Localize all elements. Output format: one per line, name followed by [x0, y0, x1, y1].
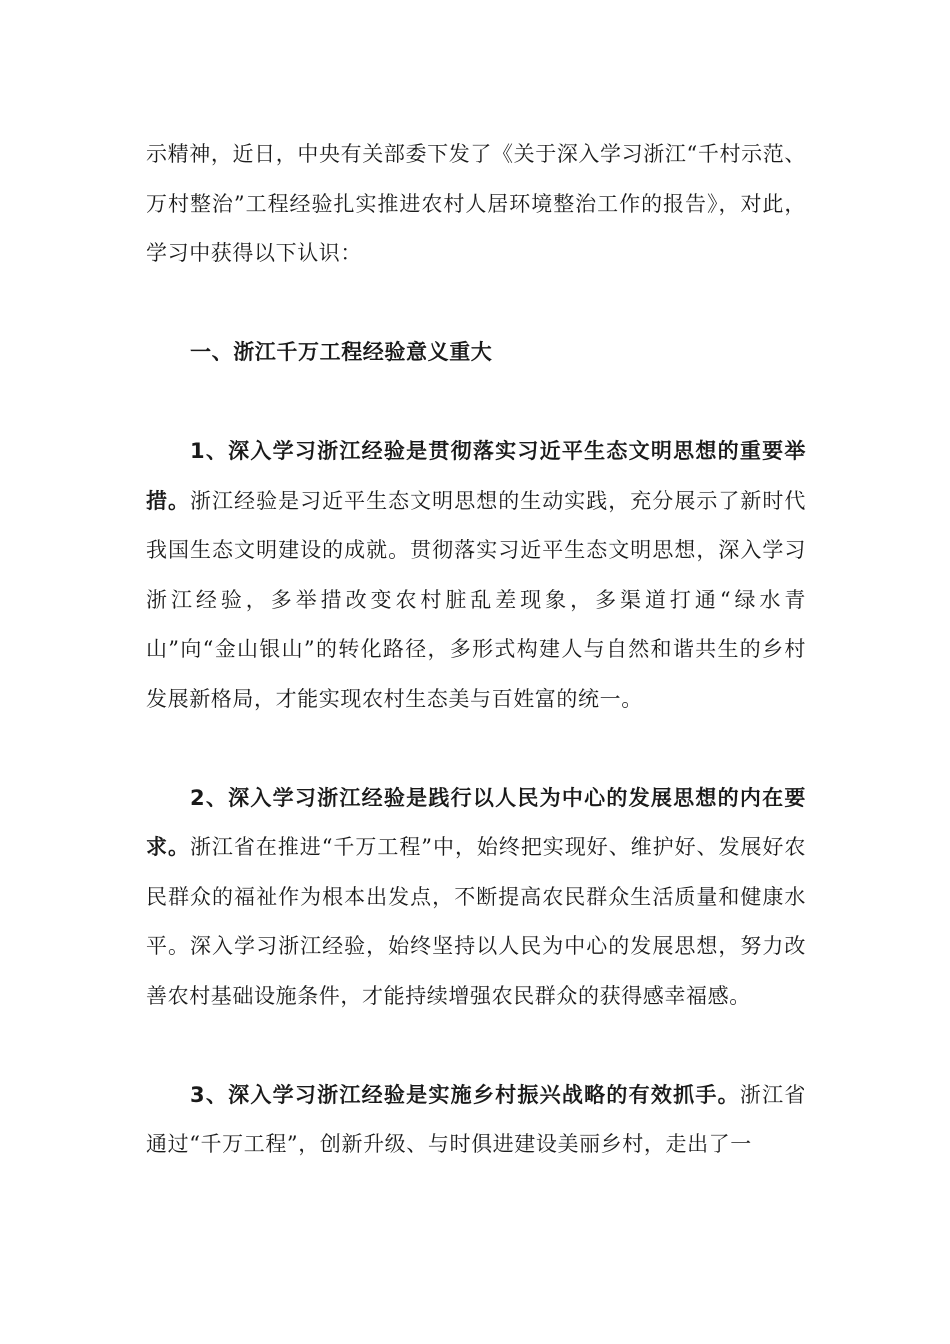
item-body-2: 浙江省在推进“千万工程”中，始终把实现好、维护好、发展好农民群众的福祉作为根本出发点，不断提高农民群众生活质量和健康水平。深入学习浙江经验，始终坚持以人民为中心的发展思想，努力改善农村基础设施条件，才能持续增强农民群众的获得感幸福感。 [146, 835, 807, 1008]
item-paragraph-3 [146, 1071, 806, 1170]
paragraph-gap [146, 724, 806, 774]
item-lead-1: 1、深入学习浙江经验是贯彻落实习近平生态文明思想的重要举措。 [146, 439, 806, 513]
item-paragraph-1 [146, 427, 806, 724]
paragraph-gap [146, 1021, 806, 1071]
paragraph-gap [146, 279, 806, 329]
paragraph-gap [146, 378, 806, 428]
item-body-3: 浙江省通过“千万工程”，创新升级、与时俱进建设美丽乡村，走出了一 [146, 1082, 806, 1156]
item-body-1: 浙江经验是习近平生态文明思想的生动实践，充分展示了新时代我国生态文明建设的成就。贯彻落实习近平生态文明思想，深入学习浙江经验，多举措改变农村脏乱差现象，多渠道打通“绿水青山”向“金山银山”的转化路径，多形式构建人与自然和谐共生的乡村发展新格局，才能实现农村生态美与百姓富的统一。 [146, 488, 806, 711]
document-body [146, 130, 806, 1170]
intro-paragraph: 示精神，近日，中央有关部委下发了《关于深入学习浙江“千村示范、万村整治”工程经验扎实推进农村人居环境整治工作的报告》，对此，学习中获得以下认识： [146, 142, 806, 265]
section-heading: 一、浙江千万工程经验意义重大 [190, 340, 493, 364]
item-lead-2: 2、深入学习浙江经验是践行以人民为中心的发展思想的内在要求。 [146, 785, 806, 859]
item-lead-3: 3、深入学习浙江经验是实施乡村振兴战略的有效抓手。 [190, 1082, 740, 1107]
item-paragraph-2 [146, 774, 806, 1022]
